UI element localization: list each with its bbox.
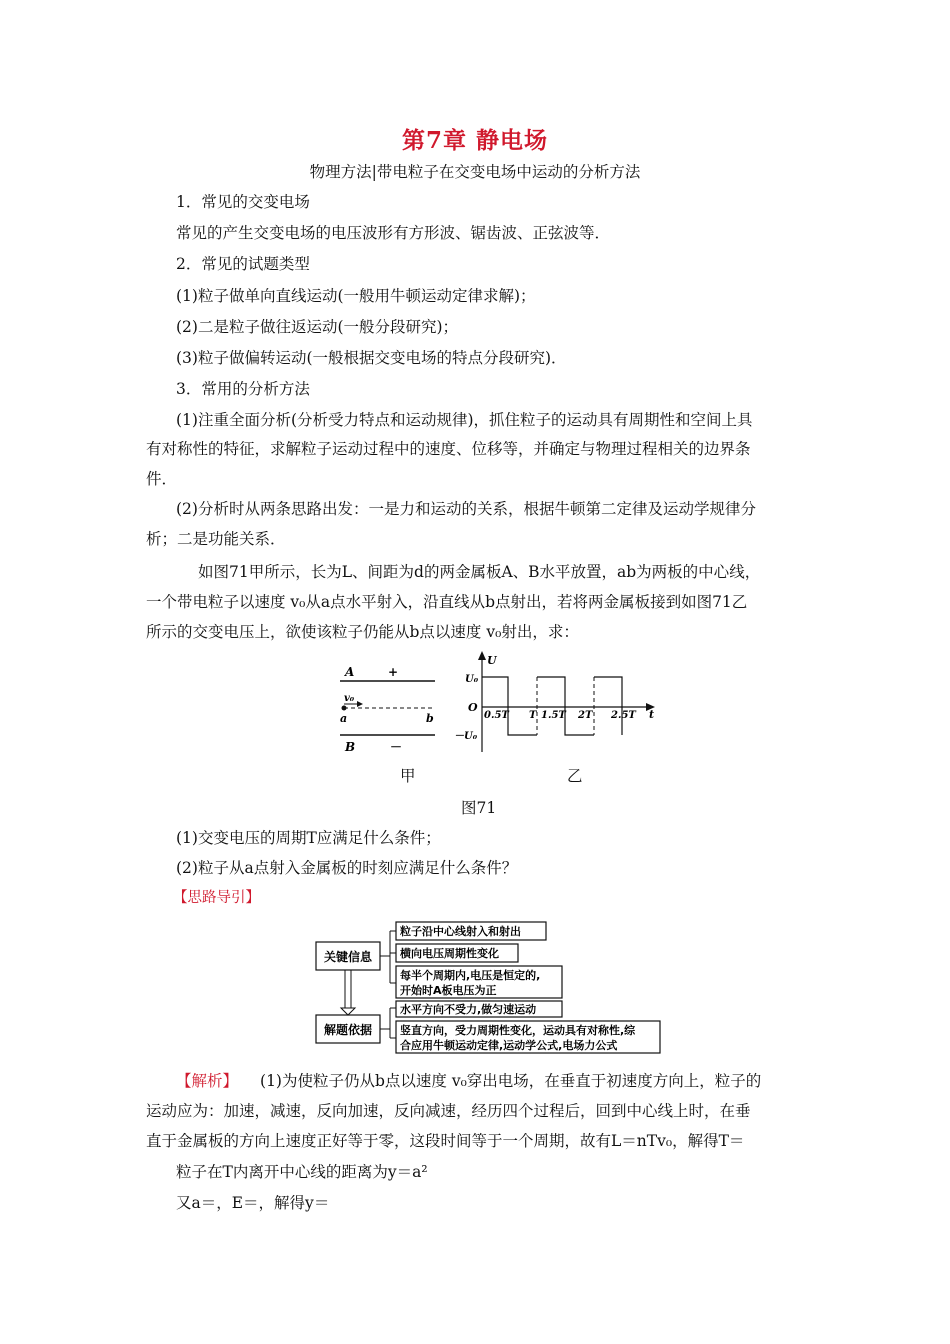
figure-waveform [450, 648, 670, 758]
plate-a-sign: + [388, 665, 399, 679]
solution-line1 [176, 1069, 761, 1091]
point-a-label: a [340, 712, 348, 725]
particle-dot [342, 706, 347, 711]
question-1: (1)交变电压的周期T应满足什么条件； [176, 829, 441, 847]
solution-line2: 运动应为：加速，减速，反向加速，反向减速，经历四个过程后，回到中心线上时，在垂 [146, 1102, 751, 1120]
tick-2.5T: 2.5T [611, 710, 636, 721]
s2-item1: (1)粒子做单向直线运动(一般用牛顿运动定律求解)； [176, 287, 536, 305]
velocity-arrowhead [357, 701, 363, 707]
s2-heading: 2．常见的试题类型 [176, 255, 310, 273]
s2-item3: (3)粒子做偏转运动(一般根据交变电场的特点分段研究)． [176, 349, 567, 367]
figure-plates [330, 652, 450, 762]
solution-line5: 又a＝，E＝，解得y＝ [176, 1194, 330, 1212]
s3-heading: 3．常用的分析方法 [176, 380, 310, 398]
s3-p2-line1: (2)分析时从两条思路出发：一是力和运动的关系，根据牛顿第二定律及运动学规律分 [176, 500, 756, 518]
figure-caption: 图71 [461, 799, 497, 817]
section-subtitle: 物理方法|带电粒子在交变电场中运动的分析方法 [309, 163, 641, 181]
basis-item-2: 竖直方向，受力周期性变化，运动具有对称性,综 [400, 1024, 636, 1037]
caption-left: 甲 [400, 767, 416, 785]
s3-p1-line1: (1)注重全面分析(分析受力特点和运动规律)，抓住粒子的运动具有周期性和空间上具 [176, 411, 753, 429]
u-axis-label: U [487, 654, 497, 667]
u0-pos-label: U₀ [465, 674, 479, 685]
chapter-title: 第7章 静电场 [401, 127, 548, 154]
tick-1.5T: 1.5T [541, 710, 566, 721]
square-wave [482, 677, 622, 735]
plate-a-label: A [345, 665, 355, 679]
guide-label: 【思路导引】 [173, 890, 260, 906]
velocity-label: v₀ [344, 693, 355, 704]
info-item-1: 粒子沿中心线射入和射出 [400, 925, 521, 938]
example-line2: 一个带电粒子以速度 v₀从a点水平射入，沿直线从b点射出，若将两金属板接到如图71乙 [146, 593, 748, 611]
tick-T: T [529, 710, 537, 721]
tick-2T: 2T [578, 710, 593, 721]
s1-text: 常见的产生交变电场的电压波形有方形波、锯齿波、正弦波等． [176, 224, 611, 242]
solution-line3: 直于金属板的方向上速度正好等于零，这段时间等于一个周期，故有L＝nTv₀，解得T＝ [146, 1132, 745, 1150]
key-info-label: 关键信息 [323, 950, 373, 964]
question-2: (2)粒子从a点射入金属板的时刻应满足什么条件？ [176, 859, 518, 877]
s2-item2: (2)二是粒子做往返运动(一般分段研究)； [176, 318, 459, 336]
u0-neg-label: －U₀ [454, 731, 478, 742]
basis-item-1: 水平方向不受力,做匀速运动 [400, 1003, 537, 1016]
plate-b-label: B [345, 740, 356, 754]
s1-heading: 1．常见的交变电场 [176, 193, 310, 211]
caption-right: 乙 [567, 767, 583, 785]
s3-p1-line3: 件． [146, 470, 178, 488]
info-item-3: 每半个周期内,电压是恒定的, [400, 969, 541, 982]
basis-item-3: 合应用牛顿运动定律,运动学公式,电场力公式 [400, 1039, 618, 1052]
t-axis-label: t [649, 708, 655, 721]
s3-p2-line2: 析；二是功能关系． [146, 530, 286, 548]
basis-label: 解题依据 [323, 1023, 373, 1037]
s3-p1-line2: 有对称性的特征，求解粒子运动过程中的速度、位移等，并确定与物理过程相关的边界条 [146, 440, 751, 458]
example-line1: 如图71甲所示，长为L、间距为d的两金属板A、B水平放置，ab为两板的中心线， [198, 563, 761, 581]
plate-b-sign: － [390, 740, 403, 754]
info-item-2: 横向电压周期性变化 [400, 947, 499, 960]
thinking-flowchart [312, 918, 667, 1058]
point-b-label: b [426, 712, 434, 725]
u-axis-arrow [478, 651, 486, 660]
solution-line4: 粒子在T内离开中心线的距离为y＝a² [176, 1163, 428, 1181]
jiexi-label: 【解析】 [176, 1072, 239, 1090]
origin-label: O [468, 701, 478, 714]
tick-0.5T: 0.5T [484, 710, 509, 721]
solution-text-1: (1)为使粒子仍从b点以速度 v₀穿出电场，在垂直于初速度方向上，粒子的 [260, 1072, 762, 1090]
example-line3: 所示的交变电压上，欲使该粒子仍能从b点以速度 v₀射出，求： [146, 623, 579, 641]
info-item-4: 开始时A板电压为正 [400, 984, 497, 997]
